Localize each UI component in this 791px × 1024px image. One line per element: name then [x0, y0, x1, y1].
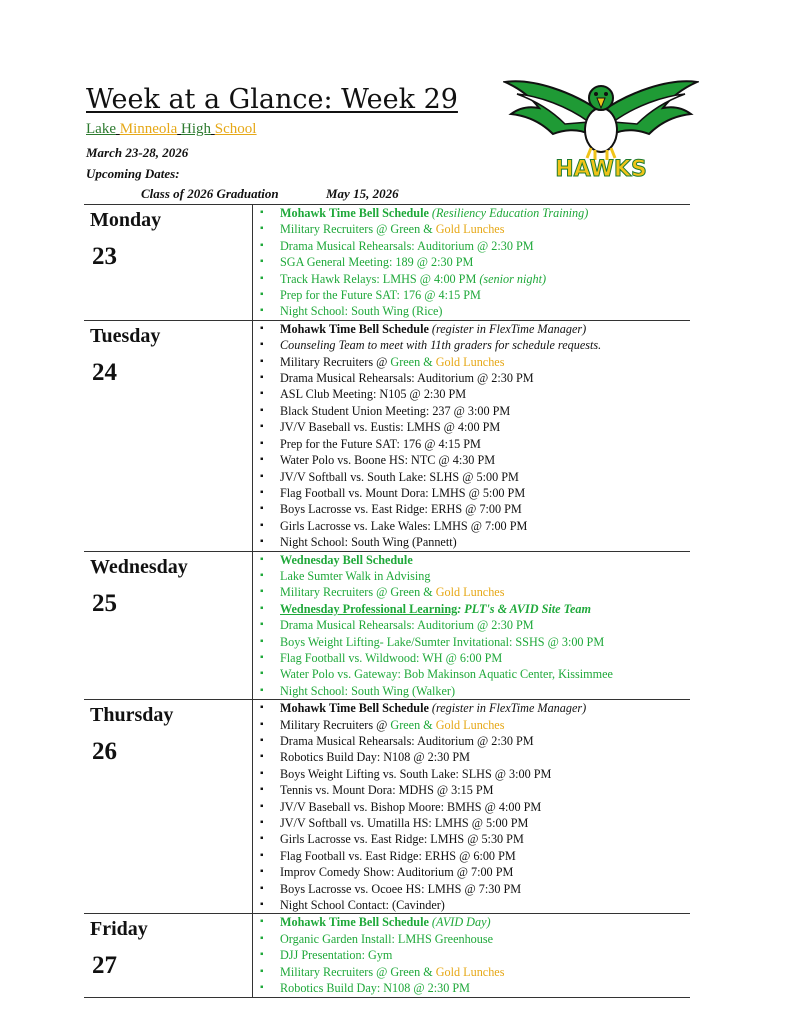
event-item [253, 584, 690, 600]
day-cell [84, 320, 253, 551]
event-text: Military Recruiters @ [280, 354, 391, 369]
school-word-lake: Lake [86, 121, 116, 137]
event-item [253, 766, 690, 782]
day-cell [84, 551, 253, 700]
event-item [253, 403, 690, 419]
graduation-date: May 15, 2026 [326, 186, 399, 201]
event-text: Water Polo vs. Boone HS: NTC @ 4:30 PM [280, 453, 496, 468]
event-text: Military Recruiters @ Green & [280, 585, 436, 600]
day-name: Thursday [90, 704, 174, 727]
event-text: Counseling Team to meet with 11th graders for schedule requests. [280, 338, 602, 353]
event-item [253, 534, 690, 550]
event-item [253, 931, 690, 947]
event-text: Wednesday Bell Schedule [280, 552, 413, 567]
event-list [253, 321, 690, 551]
event-item [253, 254, 690, 270]
hawk-mascot-logo [503, 72, 699, 184]
day-row-friday [84, 914, 690, 997]
event-item [253, 601, 690, 617]
event-item [253, 848, 690, 864]
event-text: Flag Football vs. Wildwood: WH @ 6:00 PM [280, 650, 503, 665]
event-text: Mohawk Time Bell Schedule [280, 321, 429, 336]
event-item [253, 568, 690, 584]
event-item [253, 980, 690, 996]
event-text: Lake Sumter Walk in Advising [280, 568, 431, 583]
upcoming-dates-label: Upcoming Dates: [86, 166, 180, 181]
event-text: Military Recruiters @ [280, 717, 391, 732]
day-name: Wednesday [90, 555, 188, 578]
event-item [253, 964, 690, 980]
event-item [253, 799, 690, 815]
event-item [253, 469, 690, 485]
event-item [253, 749, 690, 765]
event-item [253, 436, 690, 452]
event-text: Mohawk Time Bell Schedule [280, 915, 429, 930]
day-name: Monday [90, 209, 162, 231]
event-text: Military Recruiters @ Green & [280, 222, 436, 237]
events-cell [253, 551, 691, 700]
page-title: Week at a Glance: Week 29 [86, 84, 458, 115]
event-text: JV/V Softball vs. South Lake: SLHS @ 5:00 PM [280, 469, 519, 484]
event-text: Track Hawk Relays: LMHS @ 4:00 PM [280, 271, 477, 286]
event-item [253, 815, 690, 831]
day-row-thursday [84, 700, 690, 914]
day-cell [84, 700, 253, 914]
event-item [253, 205, 690, 221]
event-suffix: (register in FlexTime Manager) [428, 321, 587, 336]
school-word-school: School [214, 121, 257, 137]
day-number: 27 [92, 952, 117, 980]
event-item [253, 831, 690, 847]
graduation-label: Class of 2026 Graduation [141, 186, 279, 201]
event-text: Robotics Build Day: N108 @ 2:30 PM [280, 981, 470, 996]
day-row-wednesday [84, 551, 690, 700]
event-item [253, 897, 690, 913]
event-suffix: (AVID Day) [428, 915, 491, 930]
event-text: Boys Weight Lifting- Lake/Sumter Invitational: SSHS @ 3:00 PM [280, 634, 605, 649]
event-list [253, 552, 690, 700]
event-text: JV/V Baseball vs. Bishop Moore: BMHS @ 4:00 PM [280, 799, 542, 814]
events-cell [253, 914, 691, 997]
event-gold-text: Gold Lunches [435, 964, 505, 979]
school-word-high: High [180, 121, 211, 137]
day-number: 23 [92, 243, 117, 270]
event-item [253, 485, 690, 501]
event-list [253, 205, 690, 320]
event-text: Water Polo vs. Gateway: Bob Makinson Aquatic Center, Kissimmee [280, 667, 613, 682]
event-text: Tennis vs. Mount Dora: MDHS @ 3:15 PM [280, 783, 494, 798]
day-cell [84, 205, 253, 321]
event-item [253, 419, 690, 435]
event-item [253, 552, 690, 568]
event-suffix: (register in FlexTime Manager) [428, 701, 587, 716]
event-text: Night School: South Wing (Rice) [280, 304, 443, 319]
event-item [253, 617, 690, 633]
event-item [253, 303, 690, 319]
day-row-tuesday [84, 320, 690, 551]
event-text: Night School Contact: (Cavinder) [280, 898, 445, 913]
event-item [253, 271, 690, 287]
event-item [253, 238, 690, 254]
event-text: Improv Comedy Show: Auditorium @ 7:00 PM [280, 865, 514, 880]
event-text: DJJ Presentation: Gym [280, 948, 393, 963]
day-row-monday [84, 205, 690, 321]
event-item [253, 650, 690, 666]
day-name: Tuesday [90, 324, 161, 347]
event-green-text: Green & [390, 354, 436, 369]
event-gold-text: Gold Lunches [435, 717, 505, 732]
event-item [253, 717, 690, 733]
event-green-text: Green & [390, 717, 436, 732]
event-list [253, 700, 690, 913]
event-text: JV/V Baseball vs. Eustis: LMHS @ 4:00 PM [280, 420, 501, 435]
event-item [253, 518, 690, 534]
event-text: ASL Club Meeting: N105 @ 2:30 PM [280, 387, 467, 402]
event-suffix: (senior night) [476, 271, 547, 286]
event-item [253, 864, 690, 880]
day-name: Friday [90, 918, 148, 941]
event-text: Girls Lacrosse vs. Lake Wales: LMHS @ 7:00 PM [280, 518, 528, 533]
event-text: SGA General Meeting: 189 @ 2:30 PM [280, 255, 474, 270]
event-text: Black Student Union Meeting: 237 @ 3:00 PM [280, 403, 511, 418]
school-name [86, 119, 256, 139]
event-text: Mohawk Time Bell Schedule [280, 701, 429, 716]
event-text: Boys Weight Lifting vs. South Lake: SLHS @ 3:00 PM [280, 766, 552, 781]
day-number: 26 [92, 738, 117, 766]
event-text: Drama Musical Rehearsals: Auditorium @ 2:30 PM [280, 238, 534, 253]
event-text: Flag Football vs. Mount Dora: LMHS @ 5:00 PM [280, 485, 526, 500]
event-suffix: : PLT's & AVID Site Team [457, 601, 591, 616]
event-text: Night School: South Wing (Walker) [280, 683, 456, 698]
event-suffix: (Resiliency Education Training) [428, 206, 589, 220]
events-cell [253, 205, 691, 321]
event-item [253, 501, 690, 517]
event-text: Boys Lacrosse vs. East Ridge: ERHS @ 7:00 PM [280, 502, 522, 517]
event-gold-text: Gold Lunches [435, 354, 505, 369]
event-item [253, 733, 690, 749]
event-item [253, 782, 690, 798]
day-number: 25 [92, 589, 117, 617]
day-cell [84, 914, 253, 997]
events-cell [253, 320, 691, 551]
event-text: Organic Garden Install: LMHS Greenhouse [280, 931, 494, 946]
event-item [253, 287, 690, 303]
event-item [253, 337, 690, 353]
event-text: Boys Lacrosse vs. Ocoee HS: LMHS @ 7:30 PM [280, 881, 522, 896]
event-item [253, 881, 690, 897]
event-list [253, 914, 690, 996]
date-range: March 23-28, 2026 [86, 145, 189, 160]
events-cell [253, 700, 691, 914]
event-item [253, 354, 690, 370]
event-text: Military Recruiters @ Green & [280, 964, 436, 979]
week-schedule-table [84, 204, 690, 998]
event-item [253, 386, 690, 402]
event-item [253, 321, 690, 337]
event-text: Drama Musical Rehearsals: Auditorium @ 2:30 PM [280, 371, 534, 386]
event-item [253, 634, 690, 650]
event-text: Prep for the Future SAT: 176 @ 4:15 PM [280, 436, 481, 451]
event-text: Mohawk Time Bell Schedule [280, 206, 429, 220]
event-item [253, 370, 690, 386]
event-text: Wednesday Professional Learning [280, 601, 458, 616]
event-text: JV/V Softball vs. Umatilla HS: LMHS @ 5:00 PM [280, 816, 529, 831]
event-item [253, 914, 690, 930]
event-item [253, 666, 690, 682]
event-text: Girls Lacrosse vs. East Ridge: LMHS @ 5:30 PM [280, 832, 524, 847]
event-item [253, 221, 690, 237]
logo-text: HAWKS [555, 157, 647, 182]
event-item [253, 683, 690, 699]
event-gold-text: Gold Lunches [435, 222, 505, 237]
event-text: Drama Musical Rehearsals: Auditorium @ 2:30 PM [280, 734, 534, 748]
event-text: Robotics Build Day: N108 @ 2:30 PM [280, 750, 470, 765]
day-number: 24 [92, 358, 117, 386]
event-text: Drama Musical Rehearsals: Auditorium @ 2:30 PM [280, 618, 534, 633]
event-text: Prep for the Future SAT: 176 @ 4:15 PM [280, 288, 481, 303]
event-item [253, 947, 690, 963]
event-item [253, 452, 690, 468]
event-gold-text: Gold Lunches [435, 585, 505, 600]
event-text: Flag Football vs. East Ridge: ERHS @ 6:00 PM [280, 848, 516, 863]
school-word-minneola: Minneola [119, 121, 178, 137]
event-item [253, 700, 690, 716]
event-text: Night School: South Wing (Pannett) [280, 535, 457, 550]
